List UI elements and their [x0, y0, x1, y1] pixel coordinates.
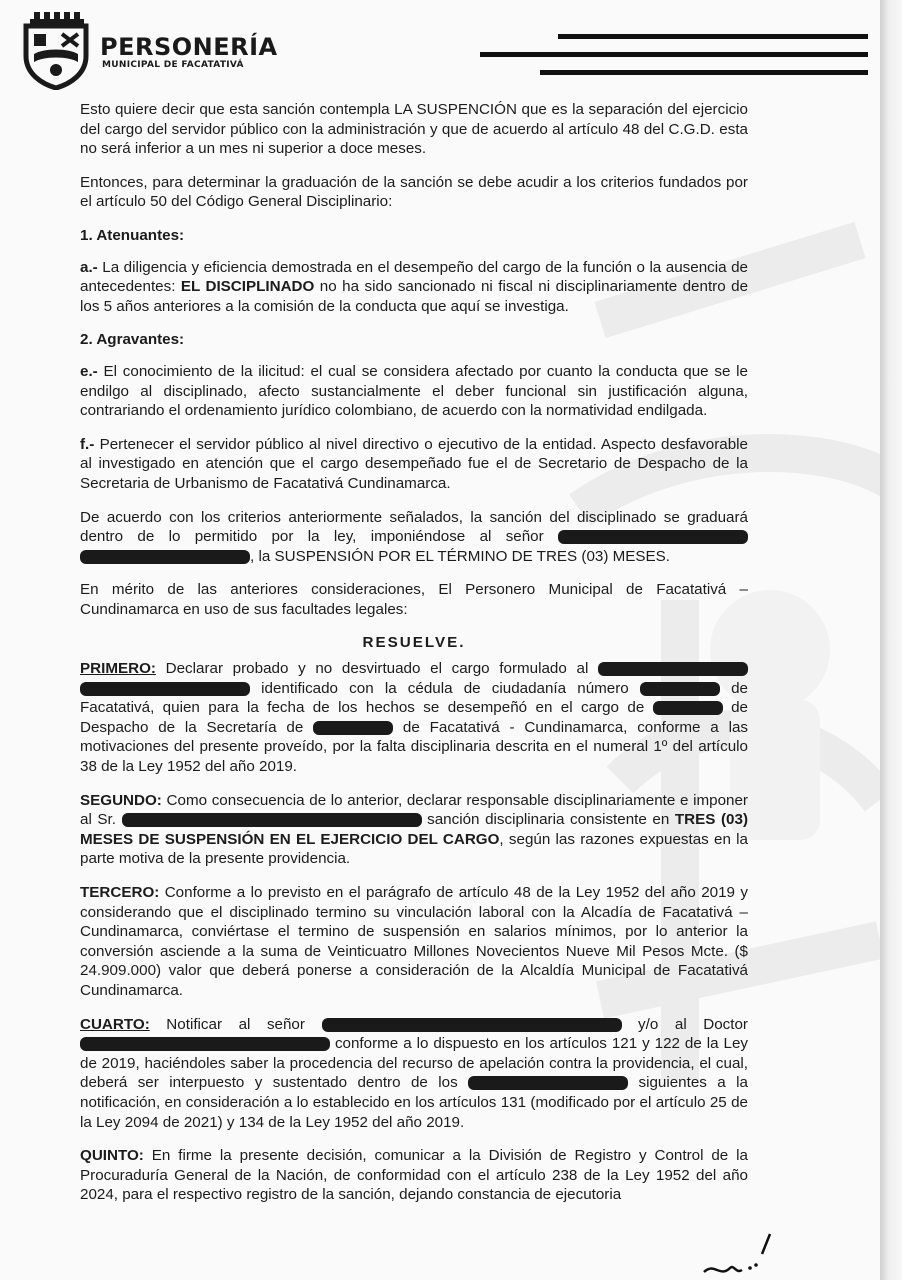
criterio-a-text-2: no ha sido sancionado ni fiscal ni disciplinariamente dentro de los 5 años anteriores a la comisión de la conducta que aquí se investiga. [80, 278, 749, 315]
paragraph-criterio-f [80, 435, 748, 494]
tercero-text: Conforme a lo previsto en el parágrafo de artículo 48 de la Ley 1952 del año 2019 y considerando que el disciplinado termino su vinculación laboral con la Alcadía de Facatativá – Cundinamarca, conviértase el termino de suspensión en salarios mínimos, por lo anterior la conversión asciende a la suma de Veinticuatro Millones Novecientos Nueve Mil Pesos Mcte. ($ 24.909.000) valor que deberá ponerse a consideración de la Alcaldía Municipal de Facatativá Cundinamarca. [80, 884, 748, 999]
paragraph-merito: En mérito de las anteriores consideraciones, El Personero Municipal de Facatativá – Cundinamarca en uso de sus facultades legales: [80, 581, 748, 618]
segundo-bold: TRES (03) MESES DE SUSPENSIÓN EN EL EJERCICIO DEL CARGO [80, 811, 749, 848]
quinto-label: QUINTO: [80, 1147, 144, 1165]
resolution-quinto [80, 1146, 748, 1205]
quinto-text: En firme la presente decisión, comunicar a la División de Registro y Control de la Procuraduría General de la Nación, de conformidad con el artículo 238 de la Ley 1952 del año 2024, para el respectivo registro de la sanción, dejando constancia de ejecutoria [80, 1147, 748, 1204]
brand-subtitle: MUNICIPAL DE FACATATIVÁ [102, 60, 244, 70]
primero-text-3: de Facatativá, quien para la fecha de los hechos se desempeñó en el cargo de [80, 679, 748, 717]
signature-mark-icon [700, 1232, 780, 1280]
redaction-bar [653, 701, 723, 715]
paragraph-suspension: Esto quiere decir que esta sanción contempla LA SUSPENCIÓN que es la separación del ejercicio del cargo del servidor público con la administración y que de acuerdo al artículo 48 del C.G.D. esta no será inferior a un mes ni superior a doce meses. [80, 101, 748, 158]
redaction-bar [80, 682, 250, 696]
redaction-bar [468, 1076, 628, 1090]
redaction-bar [122, 813, 422, 827]
resolution-segundo [80, 791, 748, 869]
page-edge-shadow [880, 0, 902, 1280]
paragraph-sancion [80, 508, 748, 567]
redaction-bar [80, 550, 250, 564]
redaction-bar [640, 682, 720, 696]
segundo-label: SEGUNDO: [80, 791, 162, 809]
header-rule-top [558, 34, 868, 39]
resuelve-heading: RESUELVE. [362, 634, 466, 652]
paragraph-criterio-e [80, 362, 748, 421]
cuarto-label: CUARTO: [80, 1015, 150, 1033]
criterio-a-text: La diligencia y eficiencia demostrada en el desempeño del cargo de la función o la ausencia de antecedentes: [80, 258, 748, 296]
redaction-bar [322, 1018, 622, 1032]
redaction-bar [80, 1037, 330, 1051]
cuarto-text-3: conforme a lo dispuesto en los artículos 121 y 122 de la Ley de 2019, haciéndoles saber la procedencia del recurso de apelación contra la providencia, el cual, deberá ser interpuesto y sustentado dentro de los [80, 1035, 748, 1092]
primero-text-2: identificado con la cédula de ciudadanía número [250, 679, 640, 697]
cuarto-text-4: siguientes a la notificación, en consideración a lo establecido en los artículos 131 (modificado por el artículo 25 de la Ley 2094 de 2021) y 134 de la Ley 1952 del año 2019. [80, 1074, 748, 1131]
segundo-text: Como consecuencia de lo anterior, declarar responsable disciplinariamente e imponer al Sr. [80, 791, 748, 829]
municipal-seal-icon [20, 12, 92, 90]
cuarto-text: Notificar al señor [149, 1015, 322, 1033]
letterhead [20, 12, 860, 92]
resolution-tercero [80, 883, 748, 1001]
cuarto-text-2: y/o al Doctor [621, 1015, 748, 1033]
resolution-primero [80, 659, 748, 777]
redaction-bar [558, 530, 748, 544]
header-rule-bottom [540, 70, 868, 75]
criterio-f-label: f.- [80, 435, 95, 453]
segundo-text-3: , según las razones expuestas en la parte motiva de la presente providencia. [80, 830, 748, 868]
criterio-a-bold: EL DISCIPLINADO [180, 278, 315, 296]
heading-atenuantes: 1. Atenuantes: [80, 226, 185, 244]
redaction-bar [313, 721, 393, 735]
header-rule-middle [480, 52, 868, 57]
document-body [80, 100, 748, 1219]
resolution-cuarto [80, 1015, 748, 1133]
paragraph-graduacion: Entonces, para determinar la graduación de la sanción se debe acudir a los criterios fundados por el artículo 50 del Código General Disciplinario: [80, 173, 748, 211]
paragraph-criterio-a [80, 258, 748, 317]
heading-agravantes: 2. Agravantes: [80, 331, 185, 349]
sancion-text: De acuerdo con los criterios anteriormente señalados, la sanción del disciplinado se graduará dentro de lo permitido por la ley, imponiéndose al señor [80, 508, 748, 546]
primero-label: PRIMERO: [80, 660, 156, 678]
brand-block [100, 34, 278, 70]
redaction-bar [598, 662, 748, 676]
tercero-label: TERCERO: [80, 884, 160, 901]
criterio-f-text: Pertenecer el servidor público al nivel directivo o ejecutivo de la entidad. Aspecto desfavorable al investigado en atención que el cargo desempeñado fue el de Secretario de Despacho de la Secretaria de Urbanismo de Facatativá Cundinamarca. [80, 435, 748, 492]
sancion-text-2: , la SUSPENSIÓN POR EL TÉRMINO DE TRES (03) MESES. [250, 547, 671, 565]
criterio-e-text: El conocimiento de la ilicitud: el cual se considera afectado por cuanto la conducta que se le endilgo al disciplinado, afecto sustancialmente el deber funcional sin justificación alguna, contrariando el ordenamiento jurídico colombiano, de acuerdo con la normatividad endilgada. [80, 362, 748, 420]
segundo-text-2: sanción disciplinaria consistente en [421, 811, 675, 829]
primero-text-5: de Facatativá - Cundinamarca, conforme a las motivaciones del presente proveído, por la falta disciplinaria descrita en el numeral 1º del artículo 38 de la Ley 1952 del año 2019. [80, 718, 748, 776]
brand-title: PERSONERÍA [100, 33, 278, 61]
primero-text-4: de Despacho de la Secretaría de [80, 699, 748, 736]
primero-text: Declarar probado y no desvirtuado el cargo formulado al [155, 660, 598, 678]
criterio-a-label: a.- [80, 258, 98, 276]
criterio-e-label: e.- [80, 362, 98, 380]
